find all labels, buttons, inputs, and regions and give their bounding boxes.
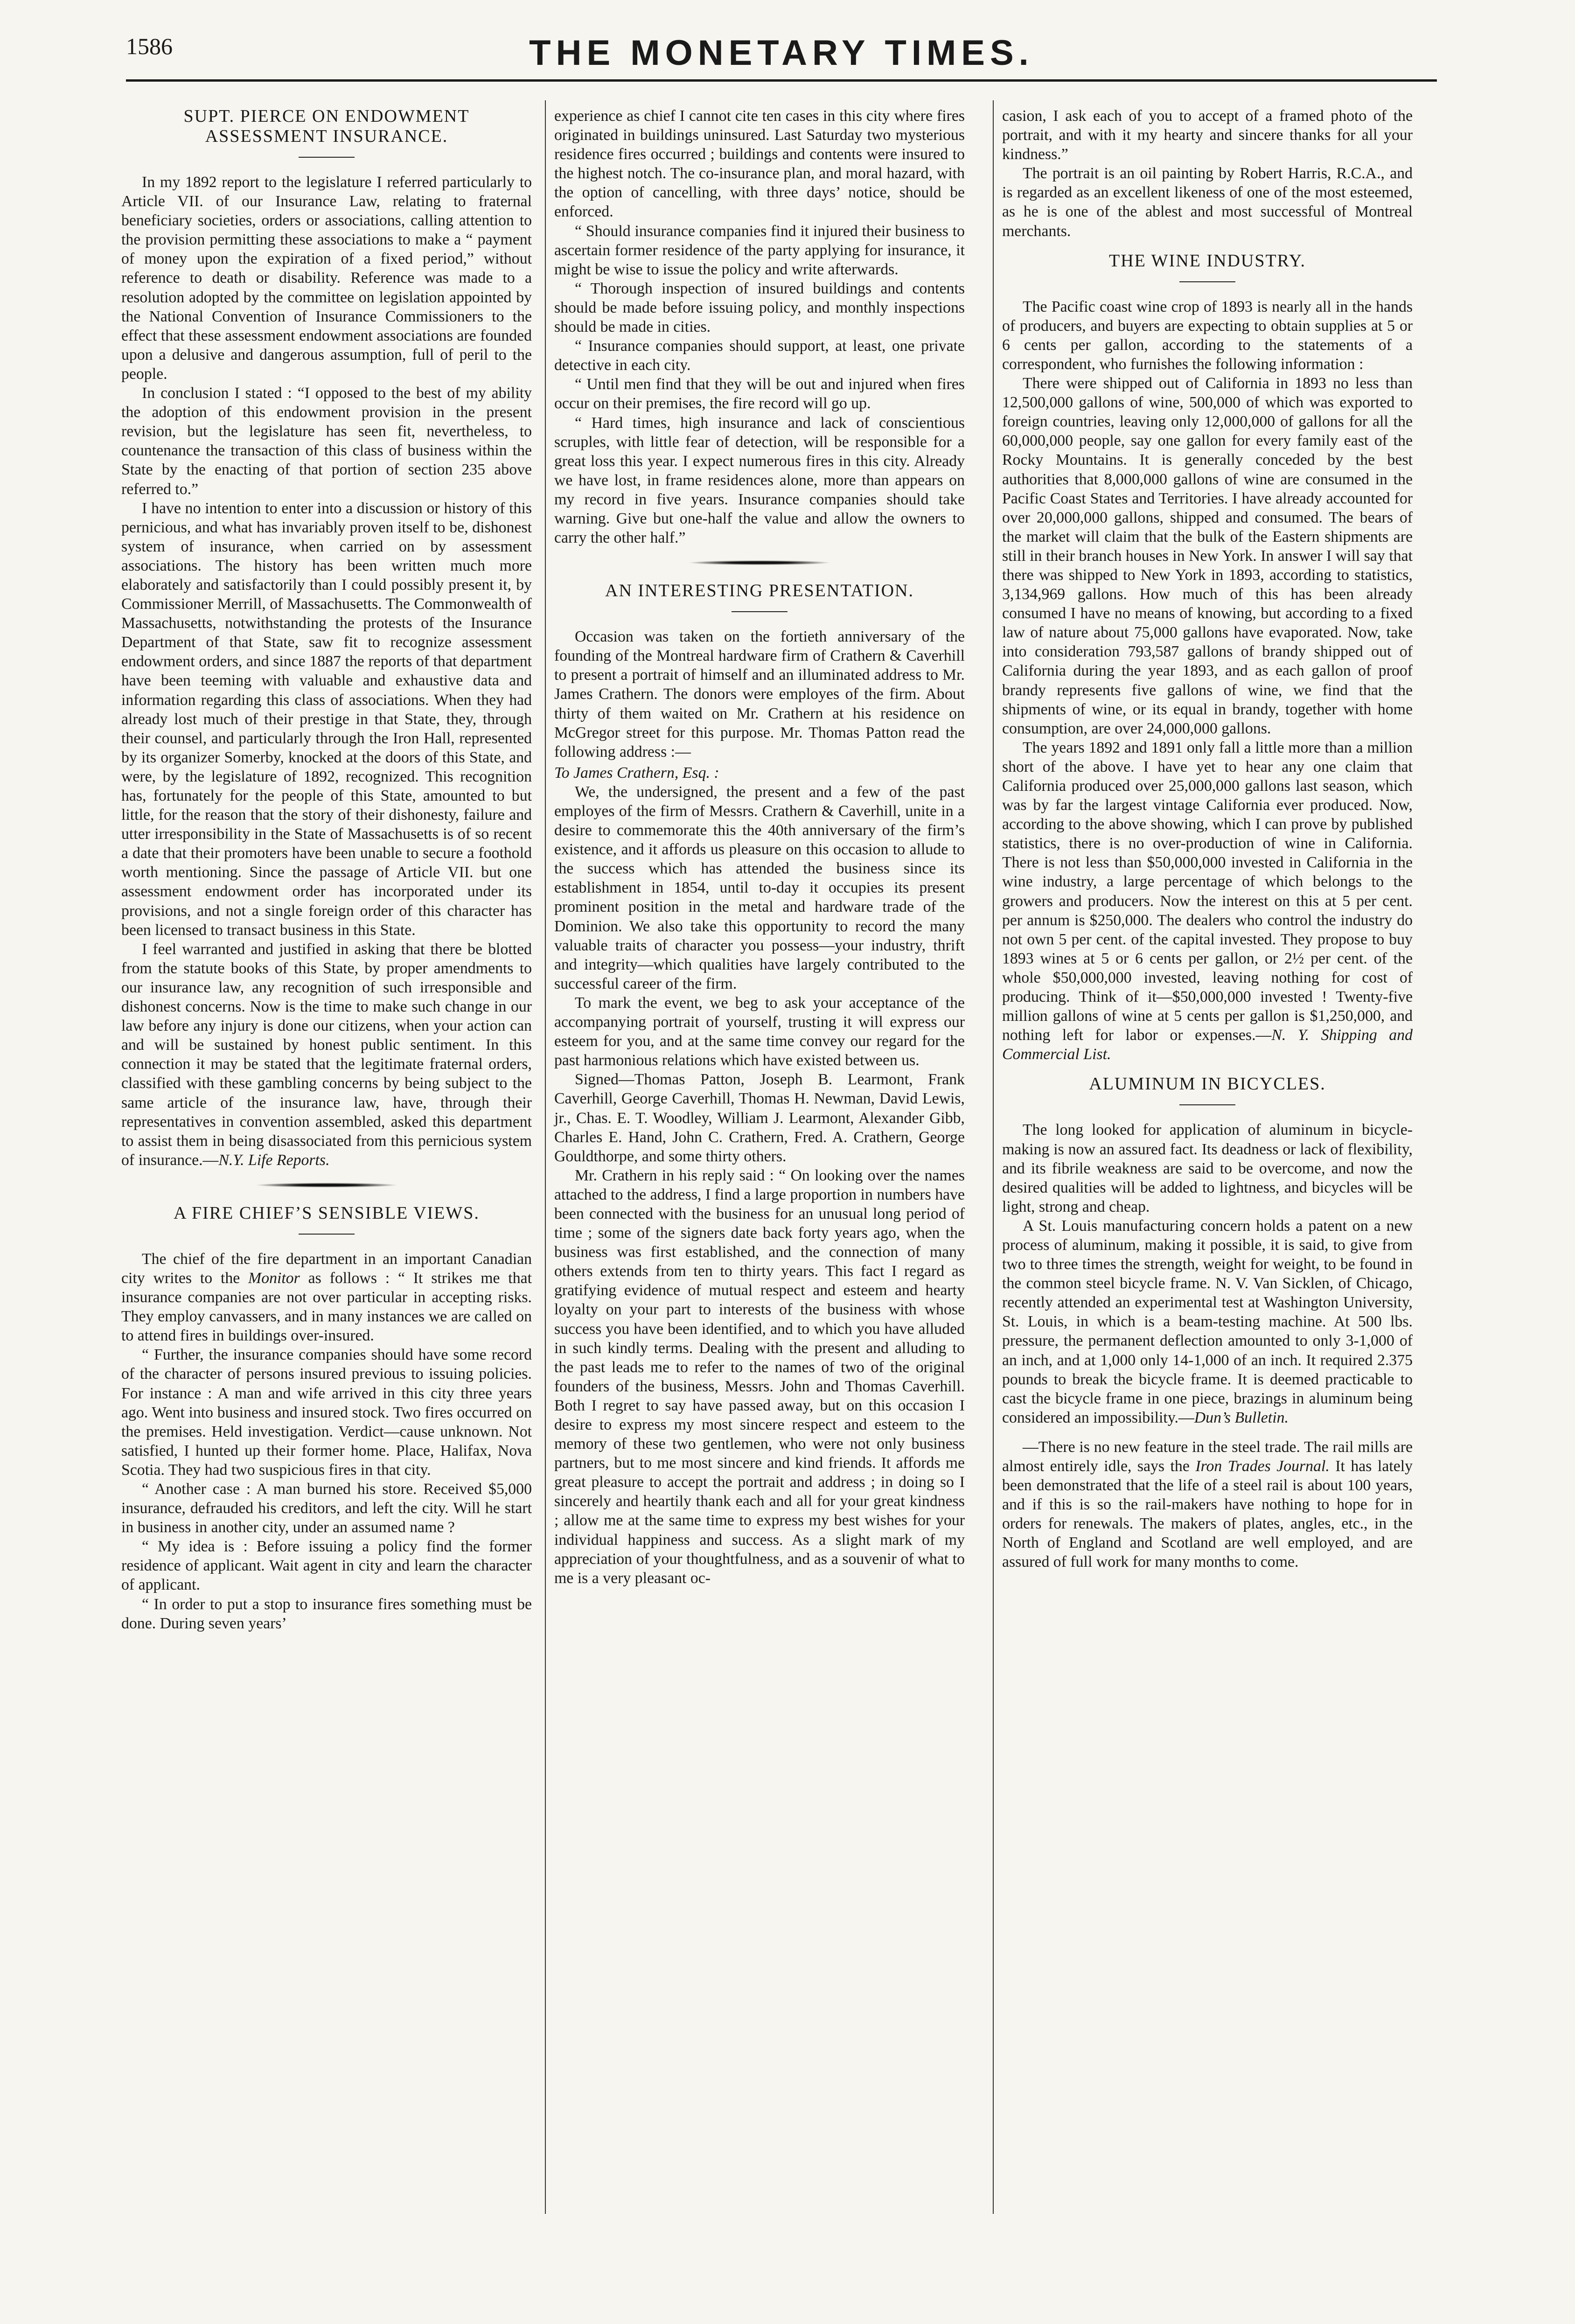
paragraph: casion, I ask each of you to accept of a framed photo of the portrait, and with it my hearty and sincere thanks for all your kindness.” xyxy=(1002,107,1413,163)
paragraph: “ Hard times, high insurance and lack of conscientious scruples, with little fear of detection, will be responsible for a great loss this year. I expect numerous fires in this city. Already we have lost, in frame residences alone, more than appears on my record in five years. Insurance companies should take warning. Give but one-half the value and allow the owners to carry the other half.” xyxy=(554,414,965,547)
article-title: ALUMINUM IN BICYCLES. xyxy=(1089,1074,1326,1094)
paragraph xyxy=(1002,738,1413,1064)
paragraph-text: —There is no new feature in the steel trade. The rail mills are almost entirely idle, says the xyxy=(1002,1438,1413,1475)
paragraph: “ In order to put a stop to insurance fires something must be done. During seven years’ xyxy=(121,1595,532,1632)
paragraph: In conclusion I stated : “I opposed to the best of my ability the adoption of this endowment provision in the present revision, but the legislature has seen fit, nevertheless, to countenance the transaction of this class of business within the State by the enacting of that portion of section 235 above referred to.” xyxy=(121,384,532,498)
paragraph: The portrait is an oil painting by Robert Harris, R.C.A., and is regarded as an excellent likeness of one of the most esteemed, as he is one of the ablest and most successful of Montreal merchants. xyxy=(1002,165,1413,240)
paragraph: “ Should insurance companies find it injured their business to ascertain former residence of the party applying for insurance, it might be wise to issue the policy and write afterwards. xyxy=(554,222,965,278)
newspaper-title: THE MONETARY TIMES. xyxy=(529,33,1034,73)
salutation: To James Crathern, Esq. : xyxy=(554,764,719,782)
masthead-rule xyxy=(126,79,1437,82)
column-2 xyxy=(554,106,965,1588)
paragraph: We, the undersigned, the present and a few of the past employes of the firm of Messrs. Crathern & Caverhill, unite in a desire to commemorate this the 40th anniversary of the firm’s existence, and it affords us pleasure on this occasion to allude to the success which has attended the business since its establishment in 1854, until to-day it occupies its present prominent position in the metal and hardware trade of the Dominion. We also take this opportunity to record the many valuable traits of character you possess—your industry, thrift and integrity—which qualities have largely contributed to the successful career of the firm. xyxy=(554,783,965,992)
paragraph: I have no intention to enter into a discussion or history of this pernicious, and what has invariably proven itself to be, dishonest system of insurance, when carried on by assessment associations. The history has been written much more elaborately and satisfactorily than I could possibly present it, by Commissioner Merrill, of Massachusetts. The Commonwealth of Massachusetts, notwithstanding the protests of the Insurance Department of that State, saw fit to recognize assessment endowment orders, and since 1887 the reports of that department have been teeming with valuable and exhaustive data and information regarding this class of associations. When they had already lost much of their prestige in that State, they, through their counsel, and particularly through the Iron Hall, represented by its organizer Somerby, knocked at the doors of this State, and were, by the legislature of 1892, recognized. This recognition has, fortunately for the people of this State, amounted to but little, for the reason that the story of their dishonesty, failure and utter irresponsibility in the State of Massachusetts is of so recent a date that their promoters have been unable to secure a foothold worth mentioning. Since the passage of Article VII. but one assessment endowment order has incorporated under its provisions, and not a single foreign order of this character has been licensed to transact business in this State. xyxy=(121,499,532,939)
paragraph-text: The chief of the fire department in an important Canadian city writes to the xyxy=(121,1250,532,1287)
column-divider xyxy=(545,100,546,2214)
article-end-rule xyxy=(257,1183,397,1187)
publication-name: Iron Trades Journal. xyxy=(1195,1458,1330,1475)
column-1 xyxy=(121,106,532,1633)
article-title: A FIRE CHIEF’S SENSIBLE VIEWS. xyxy=(174,1203,480,1223)
title-rule xyxy=(732,611,788,612)
paragraph: “ Insurance companies should support, at least, one private detective in each city. xyxy=(554,337,965,374)
source-credit: N.Y. Life Reports. xyxy=(218,1151,330,1169)
article-title: THE WINE INDUSTRY. xyxy=(1109,251,1306,271)
masthead xyxy=(126,33,1437,76)
paragraph: The long looked for application of aluminum in bicycle-making is now an assured fact. Its deadness or lack of flexibility, and its fibrile weakness are said to be overcome, and now the desired qualities will be added to lightness, and bicycles will be light, strong and cheap. xyxy=(1002,1121,1413,1215)
paragraph: Mr. Crathern in his reply said : “ On looking over the names attached to the address, I find a large proportion in numbers have been connected with the business for an unusual long period of time ; some of the signers date back forty years ago, when the business was first established, and the connection of many others extends from ten to thirty years. This fact I regard as gratifying evidence of mutual respect and esteem and hearty loyalty on your part to interests of the business with whose success you have been identified, and to which you have alluded in such kindly terms. Dealing with the present and alluding to the past leads me to refer to the names of two of the original founders of the business, Messrs. John and Thomas Caverhill. Both I regret to say have passed away, but on this occasion I desire to express my most sincere respect and esteem to the memory of these two gentlemen, who were not only business partners, but to me most sincere and kind friends. It affords me great pleasure to accept the portrait and address ; in doing so I sincerely and heartily thank each and all for your great kindness ; allow me at the same time to express my best wishes for your individual happiness and success. As a slight mark of my appreciation of your thoughtfulness, and as a souvenir of what to me is a very pleasant oc- xyxy=(554,1166,965,1587)
article-title: AN INTERESTING PRESENTATION. xyxy=(605,581,914,601)
publication-name: Monitor xyxy=(248,1269,300,1287)
paragraph-text: The years 1892 and 1891 only fall a little more than a million short of the above. I have yet to hear any one claim that California produced over 25,000,000 gallons last season, which was by far the largest vintage California ever produced. Now, according to the above showing, which I can prove by published statistics, there is no over-production of wine in California. There is not less than $50,000,000 invested in California in the wine industry, a large percentage of which belongs to the growers and producers. Now the interest on this at 5 per cent. per annum is $250,000. The dealers who control the industry do not own 5 per cent. of the capital invested. They propose to buy 1893 wines at 5 or 6 cents per gallon, or 2½ per cent. of the whole $50,000,000 invested, leaving nothing for cost of producing. Think of it—$50,000,000 invested ! Twenty-five million gallons of wine at 5 cents per gallon is $1,250,000, and nothing left for labor or expenses.— xyxy=(1002,739,1413,1044)
paragraph: “ My idea is : Before issuing a policy find the former residence of applicant. Wait agent in city and learn the character of applicant. xyxy=(121,1538,532,1594)
paragraph: Signed—Thomas Patton, Joseph B. Learmont, Frank Caverhill, George Caverhill, Thomas H. Newman, David Lewis, jr., Chas. E. T. Woodley, William J. Learmont, Alexander Gibb, Charles E. Hand, John C. Crathern, Fred. A. Crathern, George Gouldthorpe, and some thirty others. xyxy=(554,1071,965,1165)
paragraph: experience as chief I cannot cite ten cases in this city where fires originated in buildings uninsured. Last Saturday two mysterious residence fires occurred ; buildings and contents were insured to the highest notch. The co-insurance plan, and moral hazard, with the option of cancelling, with three days’ notice, should be enforced. xyxy=(554,107,965,221)
paragraph xyxy=(1002,1438,1413,1572)
title-rule xyxy=(299,1234,355,1235)
article-title: SUPT. PIERCE ON ENDOWMENT ASSESSMENT INSURANCE. xyxy=(183,106,470,146)
column-divider xyxy=(993,100,994,2214)
title-rule xyxy=(1179,281,1235,282)
paragraph-text: It has lately been demonstrated that the life of a steel rail is about 100 years, and if this is so the rail-makers have nothing to hope for in orders for renewals. The makers of plates, angles, etc., in the North of England and Scotland are well employed, and are assured of full work for many months to come. xyxy=(1002,1458,1413,1571)
source-credit: Dun’s Bulletin. xyxy=(1194,1409,1289,1426)
title-rule xyxy=(299,157,355,158)
paragraph-text: as follows : “ It strikes me that insurance companies are not over particular in accepting risks. They employ canvassers, and in many instances we are called on to attend fires in buildings over-insured. xyxy=(121,1269,532,1345)
article-end-rule xyxy=(690,560,829,565)
paragraph: “ Further, the insurance companies should have some record of the character of persons insured previous to issuing policies. For instance : A man and wife arrived in this city three years ago. Went into business and insured stock. Two fires occurred on the premises. Held investigation. Verdict—cause unknown. Not satisfied, I hunted up their former home. Place, Halifax, Nova Scotia. They had two suspicious fires in that city. xyxy=(121,1346,532,1479)
paragraph xyxy=(121,1249,532,1345)
paragraph: To mark the event, we beg to ask your acceptance of the accompanying portrait of yourself, trusting it will express our esteem for you, and at the same time convey our regard for the past harmonious relations which have existed between us. xyxy=(554,994,965,1069)
page-number: 1586 xyxy=(126,33,173,59)
paragraph: In my 1892 report to the legislature I referred particularly to Article VII. of our Insurance Law, relating to fraternal beneficiary societies, orders or associations, calling attention to the provision permitting these associations to make a “ payment of money upon the expiration of a fixed period,” without reference to death or disability. Reference was made to a resolution adopted by the committee on legislation appointed by the National Convention of Insurance Commissioners to the effect that these assessment endowment associations are founded upon a delusive and dangerous assumption, full of peril to the people. xyxy=(121,174,532,383)
column-3 xyxy=(1002,106,1413,1572)
paragraph: “ Thorough inspection of insured buildings and contents should be made before issuing policy, and monthly inspections should be made in cities. xyxy=(554,279,965,336)
paragraph-text: A St. Louis manufacturing concern holds a patent on a new process of aluminum, making it possible, it is said, to give from two to three times the strength, weight for weight, to be found in the common steel bicycle frame. N. V. Van Sicklen, of Chicago, recently attended an experimental test at Washington University, St. Louis, in which is a beam-testing machine. At 500 lbs. pressure, the permanent deflection amounted to only 3-1,000 of an inch, and at 1,000 only 14-1,000 of an inch. It required 2.375 pounds to break the bicycle frame. It is deemed practicable to cast the bicycle frame in one piece, brazings in aluminum being considered an impossibility.— xyxy=(1002,1217,1413,1426)
paragraph: “ Another case : A man burned his store. Received $5,000 insurance, defrauded his creditors, and left the city. Will he start in business in another city, under an assumed name ? xyxy=(121,1480,532,1536)
paragraph: The Pacific coast wine crop of 1893 is nearly all in the hands of producers, and buyers are expecting to obtain supplies at 5 or 6 cents per gallon, according to the statements of a correspondent, who furnishes the following information : xyxy=(1002,298,1413,373)
title-rule xyxy=(1179,1104,1235,1105)
paragraph xyxy=(1002,1216,1413,1427)
paragraph: Occasion was taken on the fortieth anniversary of the founding of the Montreal hardware firm of Crathern & Caverhill to present a portrait of himself and an illuminated address to Mr. James Crathern. The donors were employes of the firm. About thirty of them waited on Mr. Crathern at his residence on McGregor street for this purpose. Mr. Thomas Patton read the following address :— xyxy=(554,628,965,761)
paragraph: There were shipped out of California in 1893 no less than 12,500,000 gallons of wine, 500,000 of which was exported to foreign countries, leaving only 12,000,000 of gallons for all the 60,000,000 people, say one gallon for every family east of the Rocky Mountains. It is generally conceded by the best authorities that 8,000,000 gallons of wine are consumed in the Pacific Coast States and Territories. I have already accounted for over 20,000,000 gallons, shipped and consumed. The bears of the market will claim that the bulk of the Eastern shipments are still in their branch houses in New York. In answer I will say that there was shipped to New York in 1893, according to statistics, 3,134,969 gallons. How much of this has been already consumed I have no means of knowing, but according to a fixed law of nature about 75,000 gallons have evaporated. Now, take into consideration 793,587 gallons of brandy shipped out of California during the year 1893, and as each gallon of proof brandy represents five gallons of wine, we find that the shipments of wine, or its equal in brandy, together with home consumption, are over 24,000,000 gallons. xyxy=(1002,375,1413,737)
paragraph xyxy=(121,940,532,1170)
source-credit: N. Y. Shipping and Commercial List. xyxy=(1002,1026,1413,1063)
paragraph: “ Until men find that they will be out and injured when fires occur on their premises, the fire record will go up. xyxy=(554,376,965,412)
paragraph-text: I feel warranted and justified in asking that there be blotted from the statute books of this State, by proper amendments to our insurance law, any recognition of such irresponsible and dishonest concerns. Now is the time to make such change in our law before any injury is done our citizens, when your action can and will be sustained by honest public sentiment. In this connection it may be stated that the legitimate fraternal orders, classified with these gambling concerns by being subject to the same article of the insurance law, have, through their representatives in convention assembled, asked this department to assist them in being disassociated from this pernicious system of insurance.— xyxy=(121,940,532,1169)
